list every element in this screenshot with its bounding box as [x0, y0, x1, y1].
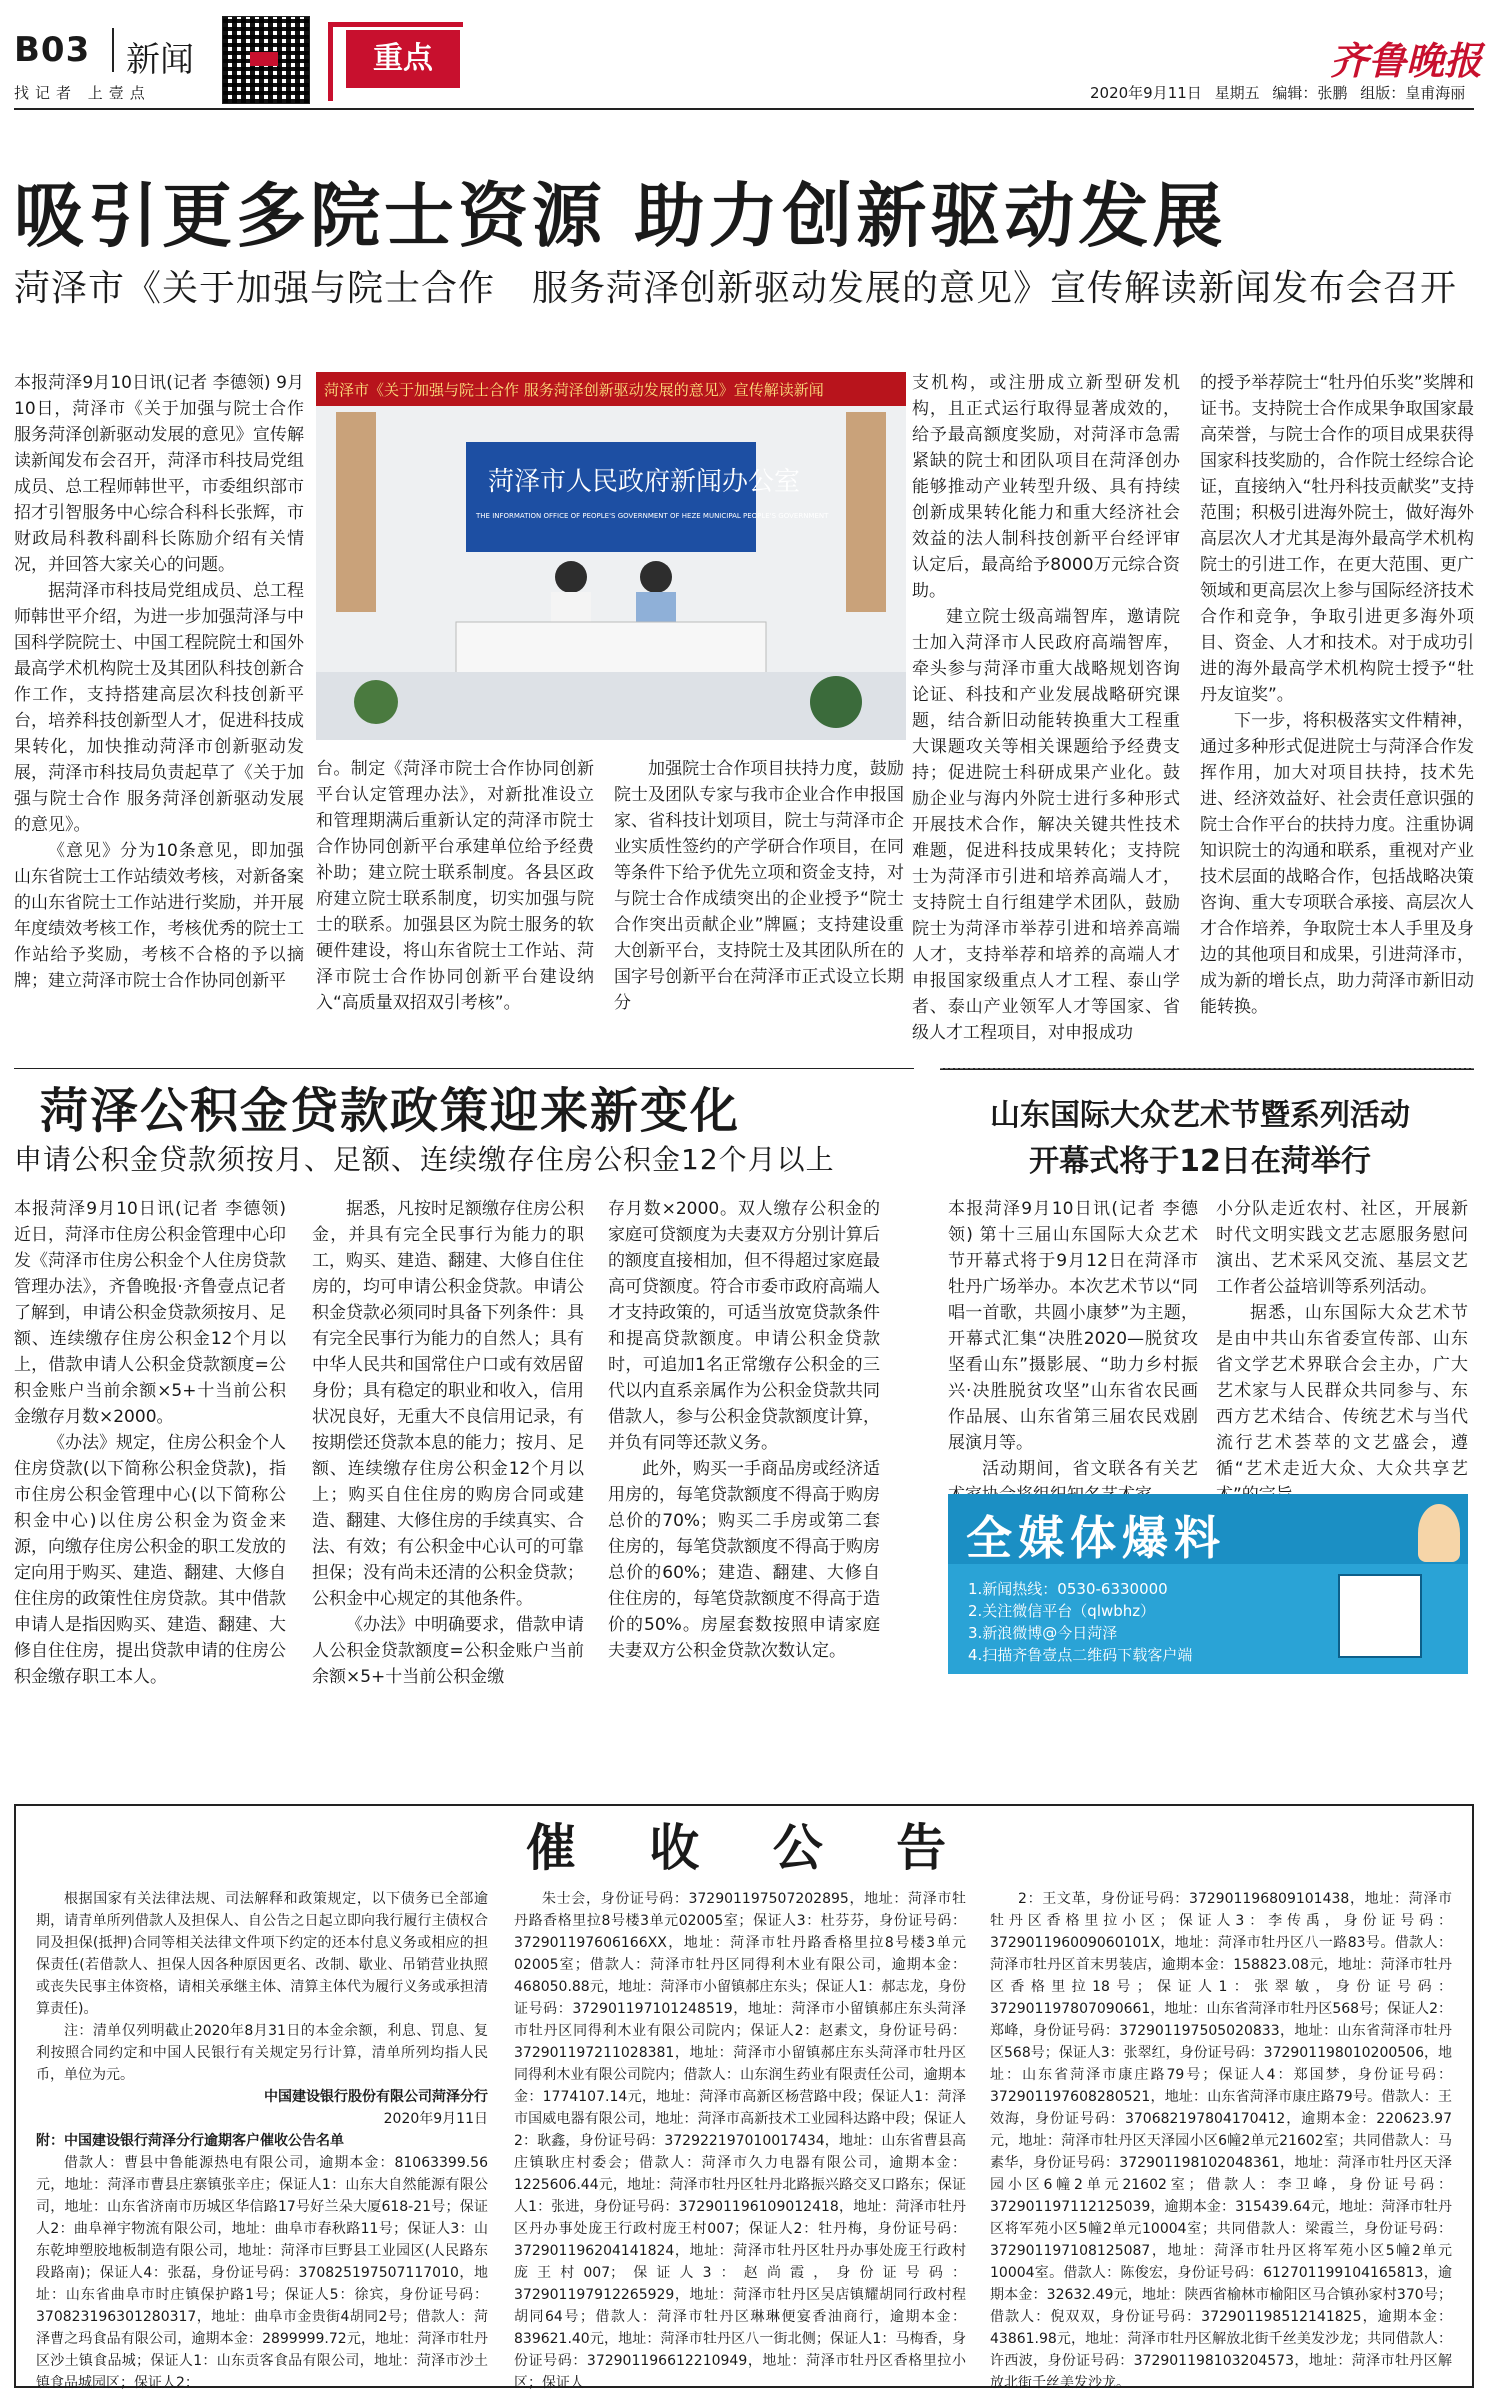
photo-sign-subtitle: THE INFORMATION OFFICE OF PEOPLE'S GOVERNMENT OF HEZE MUNICIPAL PEOPLE'S GOVERNMENT	[476, 512, 829, 520]
notice-list: 2：王文革，身份证号码：372901196809101438，地址：菏泽市牡丹区香格里拉小区；保证人3：李传禹，身份证号码：372901196009060101X，地址：菏泽市牡丹区八一路83号。借款人：菏泽市牡丹区首末男装店，逾期本金：158823.08元，地址：菏泽市牡丹区香格里拉18号；保证人1：张翠敏，身份证号码：372901197807090661，地址：山东省菏泽市牡丹区568号；保证人2：郑峰，身份证号码：372901197505020833，地址：山东省菏泽市牡丹区568号；保证人3：张翠红，身份证号码：372901198010200506，地址：山东省菏泽市康庄路79号；保证人4：郑国梦，身份证号码：372901197608280521，地址：山东省菏泽市康庄路79号。借款人：王效海，身份证号码：370682197804170412，逾期本金：220623.97元，地址：菏泽市牡丹区天泽园小区6幢2单元21602室；共同借款人：马素华，身份证号码：372901198102048361，地址：菏泽市牡丹区天泽园小区6幢2单元21602室；借款人：李卫峰，身份证号码：372901197112125039，逾期本金：315439.64元，地址：菏泽市牡丹区将军苑小区5幢2单元10004室；共同借款人：梁霞兰，身份证号码：372901197108125087，地址：菏泽市牡丹区将军苑小区5幢2单元10004室。借款人：陈俊宏，身份证号码：612701199104165813，逾期本金：32632.49元，地址：陕西省榆林市榆阳区马合镇孙家村370号；借款人：倪双双，身份证号码：372901198512141825，逾期本金：43861.98元，地址：菏泽市牡丹区解放北街千丝美发沙龙；共同借款人：许西波，身份证号码：372901198103204573，地址：菏泽市牡丹区解放北街千丝美发沙龙。	[990, 1891, 1452, 2391]
article3-headline-line2: 开幕式将于12日在菏举行	[1029, 1144, 1371, 1179]
article1-para: 支机构，或注册成立新型研发机构，且正式运行取得显著成效的，给予最高额度奖励，对菏泽市急需紧缺的院士和团队项目在菏泽创办能够推动产业转型升级、具有持续创新成果转化能力和重大经济社会效益的法人制科技创新平台经评审认定后，最高给予8000万元综合资助。	[912, 373, 1180, 601]
article1-para: 台。制定《菏泽市院士合作协同创新平台认定管理办法》，对新批准设立和管理期满后重新认定的菏泽市院士合作协同创新平台承建单位给予经费补助；建立院士联系制度。各县区政府建立院士联系制度，切实加强与院士的联系。加强县区为院士服务的软硬件建设，将山东省院士工作站、菏泽市院士合作协同创新平台建设纳入“高质量双招双引考核”。	[316, 759, 594, 1013]
article3-para: 活动期间，省文联各有关艺	[982, 1459, 1198, 1479]
article1-para: 据菏泽市科技局党组成员、总工程师韩世平介绍，为进一步加强菏泽与中国科学院院士、中国工程院院士和国外最高学术机构院士及其团队科技创新合作工作，支持搭建高层次科技创新平台，培养科技创新型人才，促进科技成果转化，加快推动菏泽市创新驱动发展，菏泽市科技局负责起草了《关于加强与院士合作 服务菏泽创新驱动发展的意见》。	[14, 581, 304, 835]
notice-list-title: 附：中国建设银行菏泽分行逾期客户催收公告名单	[36, 2133, 344, 2149]
article2-para: 本报菏泽9月10日讯(记者 李德领) 近日，菏泽市住房公积金管理中心印发《菏泽市住房公积金个人住房贷款管理办法》，齐鲁晚报·齐鲁壹点记者了解到，申请公积金贷款须按月、足额、连续缴存住房公积金12个月以上，借款申请人公积金贷款额度=公积金账户当前余额×5+十当前公积金缴存月数×2000。	[14, 1199, 286, 1427]
editor: 编辑：张鹏	[1272, 84, 1348, 102]
notice-title: 催 收 公 告	[525, 1819, 975, 1877]
layout-editor: 组版：皇甫海丽	[1360, 84, 1466, 102]
article2-col3	[608, 1196, 880, 1664]
promo-title: 全媒体爆料	[966, 1511, 1226, 1565]
press-conference-photo	[316, 372, 906, 740]
notice-col1	[36, 1888, 488, 2394]
cartoon-reporter-icon	[1418, 1504, 1460, 1562]
article2-para: 此外，购买一手商品房或经济适用房的，每笔贷款额度不得高于购房总价的70%；购买二手房或第二套住房的，每笔贷款额度不得高于购房总价的60%；建造、翻建、大修自住住房的，每笔贷款额度不得高于造价的50%。房屋套数按照申请家庭夫妻双方公积金贷款次数认定。	[608, 1459, 880, 1661]
slogan: 找记者 上壹点	[14, 84, 151, 102]
promo-qr-icon[interactable]	[1338, 1574, 1422, 1658]
promo-line: 2.关注微信平台（qlwbhz）	[968, 1602, 1156, 1620]
article2-para: 《办法》规定，住房公积金个人住房贷款(以下简称公积金贷款)，指市住房公积金管理中心(以下简称公积金中心)以住房公积金为资金来源，向缴存住房公积金的职工发放的定向用于购买、建造、翻建、大修自住住房的政策性住房贷款。其中借款申请人是指因购买、建造、翻建、大修自住住房，提出贷款申请的住房公积金缴存职工本人。	[14, 1433, 286, 1687]
photo-banner-text: 菏泽市《关于加强与院士合作 服务菏泽创新驱动发展的意见》宣传解读新闻	[324, 381, 824, 399]
masthead-divider	[112, 28, 114, 72]
masthead-rule	[14, 108, 1474, 110]
issue-meta	[1090, 82, 1465, 103]
promo-line: 4.扫描齐鲁壹点二维码下载客户端	[968, 1646, 1193, 1664]
article3-col1	[948, 1196, 1198, 1508]
article1-col4	[912, 370, 1180, 1046]
article1-col1	[14, 370, 304, 994]
article1-para: 的授予举荐院士“牡丹伯乐奖”奖牌和证书。支持院士合作成果争取国家最高荣誉，与院士合作的项目成果获得国家科技奖励的，合作院士经综合论证，直接纳入“牡丹科技贡献奖”支持范围；积极引进海外院士，做好海外高层次人才尤其是海外最高学术机构院士的引进工作，在更大范围、更广领域和更高层次上参与国际经济技术合作和竞争，争取引进更多海外项目、资金、人才和技术。对于成功引进的海外最高学术机构院士授予“牡丹友谊奖”。	[1200, 373, 1474, 705]
article1-para: 《意见》分为10条意见，即加强山东省院士工作站绩效考核，对新备案的山东省院士工作站进行奖励，并开展年度绩效考核工作，考核优秀的院士工作站给予奖励，考核不合格的予以摘牌；建立菏泽市院士合作协同创新平	[14, 841, 304, 991]
media-tipoff-banner	[948, 1494, 1468, 1674]
notice-para: 注：清单仅列明截止2020年8月31日的本金余额，利息、罚息、复利按照合同约定和中国人民银行有关规定另行计算，清单所列均指人民币，单位为元。	[36, 2023, 488, 2083]
page-number: B03	[14, 30, 91, 70]
article1-col3	[614, 756, 904, 1016]
article3-para: 本报菏泽9月10日讯(记者 李德领) 第十三届山东国际大众艺术节开幕式将于9月12日在菏泽市牡丹广场举办。本次艺术节以“同唱一首歌，共圆小康梦”为主题，开幕式汇集“决胜2020—脱贫攻坚看山东”摄影展、“助力乡村振兴·决胜脱贫攻坚”山东省农民画作品展、山东省第三届农民戏剧展演月等。	[948, 1199, 1198, 1453]
article1-para: 下一步，将积极落实文件精神，通过多种形式促进院士与菏泽合作发挥作用，加大对项目扶持，技术先进、经济效益好、社会责任意识强的院士合作平台的扶持力度。注重协调知识院士的沟通和联系，重视对产业技术层面的战略合作，包括战略决策咨询、重大专项联合承接、高层次人才合作培养，争取院士本人手里及身边的其他项目和成果，引进菏泽市，成为新的增长点，助力菏泽市新旧动能转换。	[1200, 711, 1474, 1017]
section-divider-right	[940, 1068, 1474, 1070]
notice-signature-date: 2020年9月11日	[383, 2111, 488, 2127]
article1-col2	[316, 756, 594, 1016]
issue-date: 2020年9月11日	[1090, 84, 1202, 102]
article1-para: 加强院士合作项目扶持力度，鼓励院士及团队专家与我市企业合作申报国家、省科技计划项目，院士与菏泽市企业实质性签约的产学研合作项目，在同等条件下给予优先立项和资金支持，对与院士合作成绩突出的企业授予“院士合作突出贡献企业”牌匾；支持建设重大创新平台，支持院士及其团队所在的国字号创新平台在菏泽市正式设立长期分	[614, 759, 904, 1013]
qr-center-mark	[250, 52, 278, 66]
notice-col2	[514, 1888, 966, 2394]
notice-signature: 中国建设银行股份有限公司菏泽分行	[264, 2089, 488, 2105]
article3-para: 据悉，山东国际大众艺术节是由中共山东省委宣传部、山东省文学艺术界联合会主办，广大艺术家与人民群众共同参与、东西方艺术结合、传统艺术与当代流行艺术荟萃的文艺盛会，遵循“艺术走近大众、大众共享艺	[1216, 1303, 1468, 1479]
promo-lines	[968, 1578, 1192, 1666]
section-divider	[14, 1068, 914, 1069]
notice-para: 根据国家有关法律法规、司法解释和政策规定，以下债务已全部逾期，请青单所列借款人及担保人、自公告之日起立即向我行履行主债权合同及担保(抵押)合同等相关法律文件项下约定的还本付息义务或相应的担保责任(若借款人、担保人因各种原因更名、改制、歇业、吊销营业执照或丧失民事主体资格，请相关承继主体、清算主体代为履行义务或承担清算责任)。	[36, 1891, 488, 2017]
article2-headline: 菏泽公积金贷款政策迎来新变化	[40, 1083, 741, 1139]
main-subtitle: 菏泽市《关于加强与院士合作 服务菏泽创新驱动发展的意见》宣传解读新闻发布会召开	[14, 268, 1458, 309]
article2-subtitle: 申请公积金贷款须按月、足额、连续缴存住房公积金12个月以上	[14, 1143, 835, 1176]
article3-headline-line1: 山东国际大众艺术节暨系列活动	[990, 1098, 1410, 1133]
promo-line: 1.新闻热线：0530-6330000	[968, 1580, 1168, 1598]
article1-para: 本报菏泽9月10日讯(记者 李德领) 9月10日，菏泽市《关于加强与院士合作 服务菏泽创新驱动发展的意见》宣传解读新闻发布会召开，菏泽市科技局党组成员、总工程师韩世平，市委组织部市招才引智服务中心综合科科长张辉，市财政局科教科副科长陈励介绍有关情况，并回答大家关心的问题。	[14, 373, 304, 575]
article2-para: 据悉，凡按时足额缴存住房公积金，并具有完全民事行为能力的职工，购买、建造、翻建、大修自住住房的，均可申请公积金贷款。申请公积金贷款必须同时具备下列条件：具有完全民事行为能力的自然人；具有中华人民共和国常住户口或有效居留身份；具有稳定的职业和收入，信用状况良好，无重大不良信用记录，有按期偿还贷款本息的能力；按月、足额、连续缴存住房公积金12个月以上；购买自住住房的购房合同或建造、翻建、大修住房的手续真实、合法、有效；有公积金中心认可的可靠担保；没有尚未还清的公积金贷款；公积金中心规定的其他条件。	[312, 1199, 584, 1609]
article2-col1	[14, 1196, 286, 1690]
promo-line: 3.新浪微博@今日菏泽	[968, 1624, 1118, 1642]
article2-para: 《办法》中明确要求，借款申请人公积金贷款额度=公积金账户当前余额×5+十当前公积金缴	[312, 1615, 584, 1687]
photo-illustration	[316, 372, 906, 740]
article1-col5	[1200, 370, 1474, 1020]
main-headline: 吸引更多院士资源 助力创新驱动发展	[14, 175, 1227, 257]
article2-para: 存月数×2000。双人缴存公积金的家庭可贷额度为夫妻双方分别计算后的额度直接相加，但不得超过家庭最高可贷额度。符合市委市政府高端人才支持政策的，可适当放宽贷款条件和提高贷款额度。申请公积金贷款时，可追加1名正常缴存公积金的三代以内直系亲属作为公积金贷款共同借款人，参与公积金贷款额度计算，并负有同等还款义务。	[608, 1199, 880, 1453]
article3-para: 小分队走近农村、社区，开展新时代文明实践文艺志愿服务慰问演出、艺术采风交流、基层文艺工作者公益培训等系列活动。	[1216, 1199, 1468, 1297]
section-tag: 重点	[346, 30, 460, 88]
article2-col2	[312, 1196, 584, 1690]
article3-col2	[1216, 1196, 1468, 1508]
article1-para: 建立院士级高端智库，邀请院士加入菏泽市人民政府高端智库，牵头参与菏泽市重大战略规划咨询论证、科技和产业发展战略研究课题，结合新旧动能转换重大工程重大课题攻关等相关课题给予经费支持；促进院士科研成果产业化。鼓励企业与海内外院士进行多种形式开展技术合作，解决关键共性技术难题，促进科技成果转化；支持院士为菏泽市引进和培养高端人才，支持院士自行组建学术团队，鼓励院士为菏泽市举荐引进和培养高端人才，支持举荐和培养的高端人才申报国家级重点人才工程、泰山学者、泰山产业领军人才等国家、省级人才工程项目，对申报成功	[912, 607, 1180, 1043]
newspaper-logo: 齐鲁晚报	[1330, 38, 1483, 83]
photo-sign-title: 菏泽市人民政府新闻办公室	[488, 467, 801, 497]
issue-weekday: 星期五	[1214, 84, 1260, 102]
notice-list: 朱士会，身份证号码：372901197507202895，地址：菏泽市牡丹路香格里拉8号楼3单元02005室；保证人3：杜芬芬，身份证号码：372901197606166XX，地址：菏泽市牡丹路香格里拉8号楼3单元02005室；借款人：菏泽市牡丹区同得利木业有限公司，逾期本金：468050.88元，地址：菏泽市小留镇郝庄东头；保证人1：郝志龙，身份证号码：372901197101248519，地址：菏泽市小留镇郝庄东头菏泽市牡丹区同得利木业有限公司院内；保证人2：赵素文，身份证号码：372901197211028381，地址：菏泽市小留镇郝庄东头菏泽市牡丹区同得利木业有限公司院内；借款人：山东润生药业有限责任公司，逾期本金：1774107.14元，地址：菏泽市高新区杨营路中段；保证人1：菏泽市国威电器有限公司，地址：菏泽市高新技术工业园科达路中段；保证人2：耿鑫，身份证号码：372922197010017434，地址：山东省曹县高庄镇耿庄村委会；借款人：菏泽市久力电器有限公司，逾期本金：1225606.44元，地址：菏泽市牡丹区牡丹北路振兴路交叉口路东；保证人1：张进，身份证号码：372901196109012418，地址：菏泽市牡丹区丹办事处庞王行政村庞王村007；保证人2：牡丹梅，身份证号码：372901196204141824，地址：菏泽市牡丹区牡丹办事处庞王行政村庞王村007；保证人3：赵尚霞，身份证号码：372901197912265929，地址：菏泽市牡丹区吴店镇耀胡同行政村程胡同64号；借款人：菏泽市牡丹区琳琳便宴香油商行，逾期本金：839621.40元，地址：菏泽市牡丹区八一街北侧；保证人1：马梅香，身份证号码：372901196612210949，地址：菏泽市牡丹区香格里拉小区；保证人	[514, 1891, 966, 2391]
notice-col3	[990, 1888, 1452, 2394]
notice-list: 借款人：曹县中鲁能源热电有限公司，逾期本金：81063399.56元，地址：菏泽市曹县庄寨镇张辛庄；保证人1：山东大自然能源有限公司，地址：山东省济南市历城区华信路17号好兰朵大厦618-21号；保证人2：曲阜禅宇物流有限公司，地址：曲阜市春秋路11号；保证人3：山东乾坤塑胶地板制造有限公司，地址：菏泽市巨野县工业园区(人民路东段路南)；保证人4：张磊，身份证号码：370825197507117010，地址：山东省曲阜市时庄镇保护路1号；保证人5：徐宾，身份证号码：370823196301280317，地址：曲阜市金贵街4胡同2号；借款人：菏泽曹之玛食品有限公司，逾期本金：2899999.72元，地址：菏泽市牡丹区沙土镇食品城；保证人1：山东贡客食品有限公司，地址：菏泽市沙土镇食品城园区；保证人2：	[36, 2155, 488, 2391]
section-name: 新闻	[126, 40, 194, 80]
